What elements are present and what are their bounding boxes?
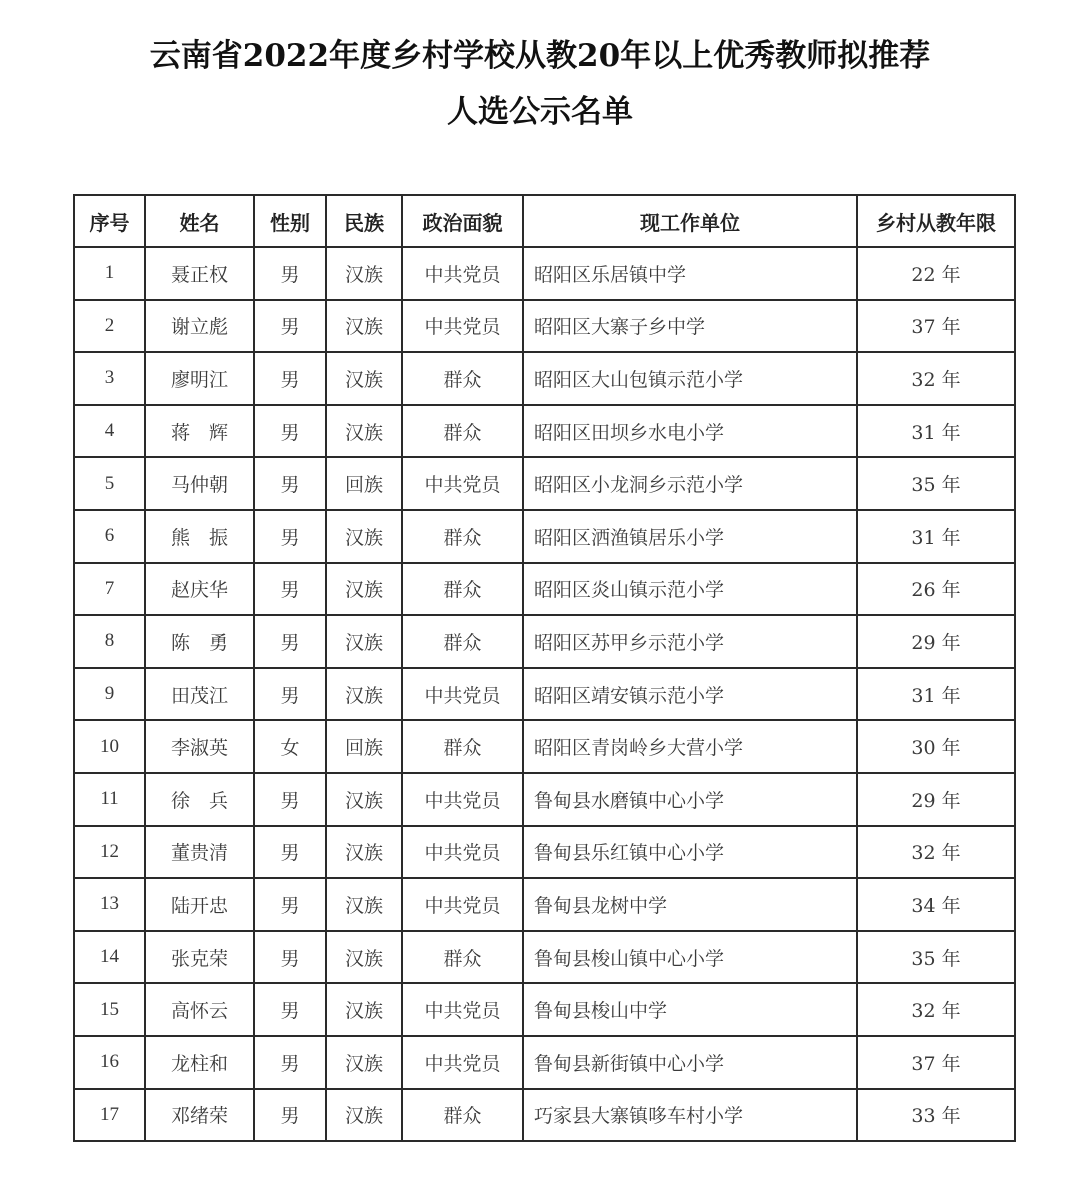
cell-name: 廖明江 — [145, 352, 254, 405]
cell-gender: 男 — [254, 405, 326, 458]
cell-name: 陆开忠 — [145, 878, 254, 931]
cell-name: 董贵清 — [145, 826, 254, 879]
cell-political-status: 中共党员 — [402, 300, 523, 353]
cell-gender: 男 — [254, 878, 326, 931]
cell-ethnicity: 汉族 — [326, 878, 402, 931]
cell-name: 邓绪荣 — [145, 1089, 254, 1142]
cell-gender: 男 — [254, 510, 326, 563]
cell-political-status: 群众 — [402, 510, 523, 563]
cell-political-status: 中共党员 — [402, 826, 523, 879]
cell-ethnicity: 回族 — [326, 720, 402, 773]
cell-name: 田茂江 — [145, 668, 254, 721]
document-title-line-1: 云南省2022年度乡村学校从教20年以上优秀教师拟推荐 — [149, 38, 931, 74]
cell-work-unit: 鲁甸县新街镇中心小学 — [523, 1036, 857, 1089]
cell-ethnicity: 汉族 — [326, 1036, 402, 1089]
cell-ethnicity: 汉族 — [326, 668, 402, 721]
cell-years: 29 年 — [857, 615, 1015, 668]
cell-gender: 男 — [254, 352, 326, 405]
cell-work-unit: 昭阳区洒渔镇居乐小学 — [523, 510, 857, 563]
cell-gender: 男 — [254, 983, 326, 1036]
cell-years: 22 年 — [857, 247, 1015, 300]
cell-work-unit: 鲁甸县乐红镇中心小学 — [523, 826, 857, 879]
cell-gender: 男 — [254, 615, 326, 668]
cell-political-status: 群众 — [402, 352, 523, 405]
table-row — [74, 300, 1015, 353]
cell-years: 37 年 — [857, 1036, 1015, 1089]
cell-ethnicity: 汉族 — [326, 615, 402, 668]
cell-political-status: 中共党员 — [402, 878, 523, 931]
cell-name: 高怀云 — [145, 983, 254, 1036]
cell-gender: 女 — [254, 720, 326, 773]
table-row — [74, 720, 1015, 773]
document-title-line-2: 人选公示名单 — [447, 94, 633, 130]
cell-no: 13 — [74, 878, 145, 931]
cell-name: 聂正权 — [145, 247, 254, 300]
cell-political-status: 中共党员 — [402, 247, 523, 300]
table-row — [74, 510, 1015, 563]
cell-ethnicity: 汉族 — [326, 1089, 402, 1142]
cell-ethnicity: 汉族 — [326, 563, 402, 616]
header-no: 序号 — [74, 195, 145, 247]
cell-ethnicity: 汉族 — [326, 300, 402, 353]
cell-years: 31 年 — [857, 668, 1015, 721]
cell-no: 2 — [74, 300, 145, 353]
cell-ethnicity: 汉族 — [326, 983, 402, 1036]
cell-work-unit: 鲁甸县水磨镇中心小学 — [523, 773, 857, 826]
cell-political-status: 群众 — [402, 931, 523, 984]
cell-work-unit: 昭阳区苏甲乡示范小学 — [523, 615, 857, 668]
cell-no: 10 — [74, 720, 145, 773]
table-row — [74, 878, 1015, 931]
header-political-status: 政治面貌 — [402, 195, 523, 247]
cell-no: 17 — [74, 1089, 145, 1142]
table-row — [74, 826, 1015, 879]
cell-gender: 男 — [254, 668, 326, 721]
cell-ethnicity: 汉族 — [326, 247, 402, 300]
cell-years: 35 年 — [857, 457, 1015, 510]
cell-no: 3 — [74, 352, 145, 405]
cell-years: 32 年 — [857, 983, 1015, 1036]
table-row — [74, 352, 1015, 405]
table-row — [74, 1036, 1015, 1089]
header-ethnicity: 民族 — [326, 195, 402, 247]
cell-years: 32 年 — [857, 826, 1015, 879]
cell-gender: 男 — [254, 563, 326, 616]
table-row — [74, 1089, 1015, 1142]
cell-political-status: 中共党员 — [402, 668, 523, 721]
cell-work-unit: 昭阳区青岗岭乡大营小学 — [523, 720, 857, 773]
cell-gender: 男 — [254, 773, 326, 826]
table-row — [74, 668, 1015, 721]
cell-no: 12 — [74, 826, 145, 879]
header-gender: 性别 — [254, 195, 326, 247]
table-row — [74, 773, 1015, 826]
cell-years: 31 年 — [857, 405, 1015, 458]
table-header-row — [74, 195, 1015, 247]
cell-political-status: 中共党员 — [402, 1036, 523, 1089]
cell-political-status: 群众 — [402, 405, 523, 458]
cell-years: 34 年 — [857, 878, 1015, 931]
cell-work-unit: 昭阳区田坝乡水电小学 — [523, 405, 857, 458]
cell-ethnicity: 回族 — [326, 457, 402, 510]
cell-years: 29 年 — [857, 773, 1015, 826]
cell-name: 赵庆华 — [145, 563, 254, 616]
cell-name: 陈 勇 — [145, 615, 254, 668]
table-row — [74, 457, 1015, 510]
cell-name: 蒋 辉 — [145, 405, 254, 458]
cell-gender: 男 — [254, 826, 326, 879]
header-name: 姓名 — [145, 195, 254, 247]
cell-no: 16 — [74, 1036, 145, 1089]
table-row — [74, 247, 1015, 300]
cell-no: 5 — [74, 457, 145, 510]
cell-ethnicity: 汉族 — [326, 773, 402, 826]
cell-name: 张克荣 — [145, 931, 254, 984]
table-row — [74, 563, 1015, 616]
table-row — [74, 983, 1015, 1036]
cell-gender: 男 — [254, 931, 326, 984]
cell-no: 11 — [74, 773, 145, 826]
cell-years: 37 年 — [857, 300, 1015, 353]
cell-gender: 男 — [254, 247, 326, 300]
cell-work-unit: 巧家县大寨镇哆车村小学 — [523, 1089, 857, 1142]
cell-no: 1 — [74, 247, 145, 300]
cell-no: 6 — [74, 510, 145, 563]
cell-years: 32 年 — [857, 352, 1015, 405]
cell-work-unit: 鲁甸县龙树中学 — [523, 878, 857, 931]
cell-political-status: 群众 — [402, 563, 523, 616]
cell-work-unit: 昭阳区靖安镇示范小学 — [523, 668, 857, 721]
cell-political-status: 中共党员 — [402, 983, 523, 1036]
cell-ethnicity: 汉族 — [326, 931, 402, 984]
cell-name: 谢立彪 — [145, 300, 254, 353]
cell-years: 35 年 — [857, 931, 1015, 984]
cell-years: 26 年 — [857, 563, 1015, 616]
cell-name: 徐 兵 — [145, 773, 254, 826]
cell-years: 30 年 — [857, 720, 1015, 773]
cell-name: 马仲朝 — [145, 457, 254, 510]
cell-name: 龙柱和 — [145, 1036, 254, 1089]
cell-years: 31 年 — [857, 510, 1015, 563]
cell-work-unit: 鲁甸县梭山镇中心小学 — [523, 931, 857, 984]
cell-gender: 男 — [254, 457, 326, 510]
header-work-unit: 现工作单位 — [523, 195, 857, 247]
table-row — [74, 405, 1015, 458]
cell-political-status: 群众 — [402, 720, 523, 773]
cell-no: 15 — [74, 983, 145, 1036]
table-row — [74, 931, 1015, 984]
teacher-roster-table — [73, 194, 1016, 1142]
cell-gender: 男 — [254, 1036, 326, 1089]
cell-work-unit: 昭阳区炎山镇示范小学 — [523, 563, 857, 616]
cell-work-unit: 昭阳区大山包镇示范小学 — [523, 352, 857, 405]
header-rural-teaching-years: 乡村从教年限 — [857, 195, 1015, 247]
cell-political-status: 群众 — [402, 1089, 523, 1142]
cell-ethnicity: 汉族 — [326, 510, 402, 563]
cell-no: 14 — [74, 931, 145, 984]
cell-ethnicity: 汉族 — [326, 405, 402, 458]
cell-work-unit: 昭阳区乐居镇中学 — [523, 247, 857, 300]
cell-political-status: 中共党员 — [402, 773, 523, 826]
table-row — [74, 615, 1015, 668]
cell-no: 8 — [74, 615, 145, 668]
cell-political-status: 中共党员 — [402, 457, 523, 510]
cell-years: 33 年 — [857, 1089, 1015, 1142]
cell-name: 熊 振 — [145, 510, 254, 563]
cell-work-unit: 鲁甸县梭山中学 — [523, 983, 857, 1036]
cell-gender: 男 — [254, 1089, 326, 1142]
cell-work-unit: 昭阳区大寨子乡中学 — [523, 300, 857, 353]
cell-work-unit: 昭阳区小龙洞乡示范小学 — [523, 457, 857, 510]
cell-ethnicity: 汉族 — [326, 352, 402, 405]
cell-ethnicity: 汉族 — [326, 826, 402, 879]
cell-gender: 男 — [254, 300, 326, 353]
cell-no: 9 — [74, 668, 145, 721]
cell-no: 4 — [74, 405, 145, 458]
cell-name: 李淑英 — [145, 720, 254, 773]
cell-political-status: 群众 — [402, 615, 523, 668]
cell-no: 7 — [74, 563, 145, 616]
